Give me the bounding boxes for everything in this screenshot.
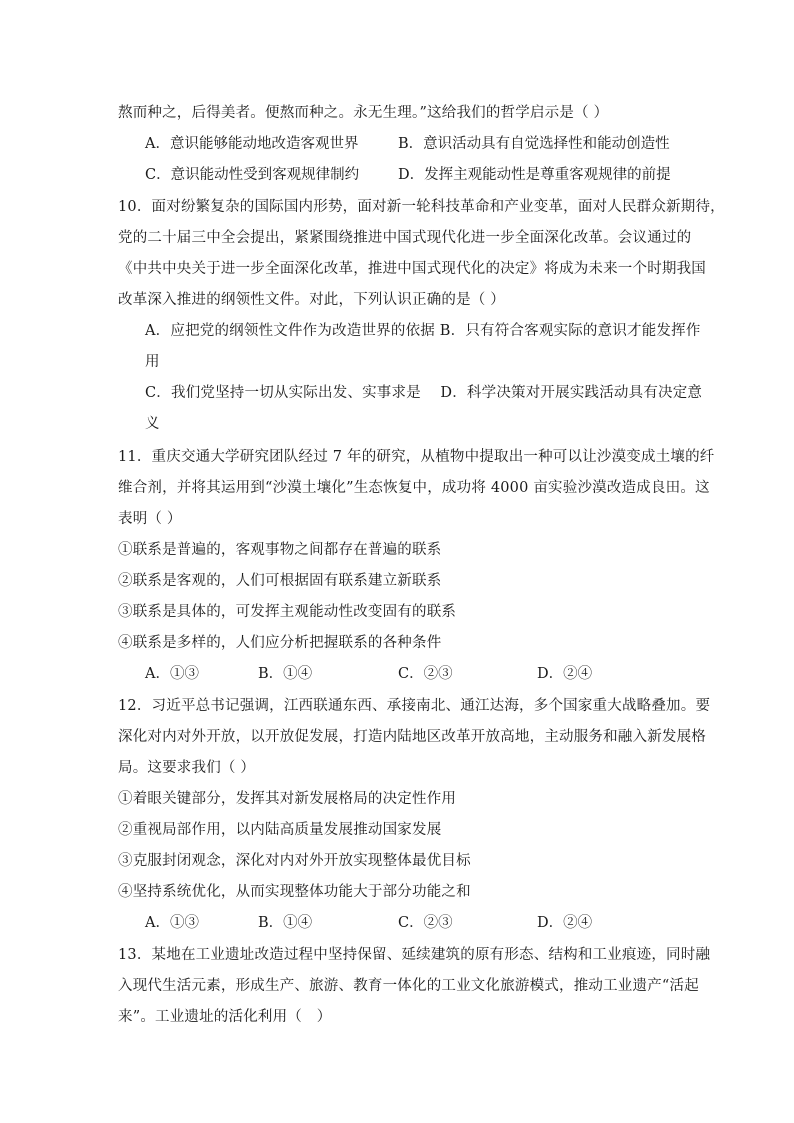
q11-item-3: ③联系是具体的，可发挥主观能动性改变固有的联系: [118, 604, 457, 620]
q11-stem-line-3: 表明（ ）: [118, 511, 182, 527]
q10-options-cd-line-1: C．我们党坚持一切从实际出发、实事求是 D．科学决策对开展实践活动具有决定意: [145, 385, 703, 401]
q11-option-a: A．①③: [145, 666, 199, 682]
q11-item-2: ②联系是客观的，人们可根据固有联系建立新联系: [118, 573, 442, 589]
q12-option-a: A．①③: [145, 915, 199, 931]
q11-stem-line-2: 维合剂，并将其运用到“沙漠土壤化”生态恢复中，成功将 4000 亩实验沙漠改造成良田。这: [118, 480, 710, 496]
q11-option-d: D．②④: [537, 666, 593, 682]
q9-option-b: B．意识活动具有自觉选择性和能动创造性: [398, 136, 670, 152]
q13-stem-line-2: 入现代生活元素，形成生产、旅游、教育一体化的工业文化旅游模式，推动工业遗产“活起: [118, 978, 699, 994]
q13-stem-line-3: 来”。工业遗址的活化利用（ ）: [118, 1009, 332, 1025]
q10-stem-line-3: 《中共中央关于进一步全面深化改革，推进中国式现代化的决定》将成为未来一个时期我国: [118, 261, 706, 277]
q12-option-c: C．②③: [398, 915, 453, 931]
q10-stem-line-1: 10．面对纷繁复杂的国际国内形势，面对新一轮科技革命和产业变革，面对人民群众新期待，: [118, 199, 725, 215]
q9-option-c: C．意识能动性受到客观规律制约: [145, 167, 360, 183]
q10-options-cd-line-2: 义: [145, 416, 160, 432]
q12-item-2: ②重视局部作用，以内陆高质量发展推动国家发展: [118, 822, 442, 838]
q12-stem-line-1: 12．习近平总书记强调，江西联通东西、承接南北、通江达海，多个国家重大战略叠加。要: [118, 698, 711, 714]
q11-item-1: ①联系是普遍的，客观事物之间都存在普遍的联系: [118, 542, 442, 558]
q9-option-d: D．发挥主观能动性是尊重客观规律的前提: [398, 167, 671, 183]
q13-stem-line-1: 13．某地在工业遗址改造过程中坚持保留、延续建筑的原有形态、结构和工业痕迹，同时融: [118, 947, 711, 963]
q12-item-4: ④坚持系统优化，从而实现整体功能大于部分功能之和: [118, 884, 471, 900]
q12-stem-line-2: 深化对内对外开放，以开放促发展，打造内陆地区改革开放高地，主动服务和融入新发展格: [118, 729, 706, 745]
q9-stem-tail: 熬而种之，后得美者。便熬而种之。永无生理。”这给我们的哲学启示是（ ）: [118, 105, 609, 121]
q10-options-ab-line-2: 用: [145, 354, 160, 370]
q12-option-b: B．①④: [258, 915, 313, 931]
q12-item-3: ③克服封闭观念，深化对内对外开放实现整体最优目标: [118, 853, 471, 869]
q10-options-ab-line-1: A．应把党的纲领性文件作为改造世界的依据 B．只有符合客观实际的意识才能发挥作: [145, 323, 701, 339]
q12-stem-line-3: 局。这要求我们（ ）: [118, 760, 256, 776]
q9-option-a: A．意识能够能动地改造客观世界: [145, 136, 359, 152]
q10-stem-line-4: 改革深入推进的纲领性文件。对此，下列认识正确的是（ ）: [118, 292, 506, 308]
q11-item-4: ④联系是多样的，人们应分析把握联系的各种条件: [118, 635, 442, 651]
q11-option-c: C．②③: [398, 666, 453, 682]
q11-stem-line-1: 11．重庆交通大学研究团队经过 7 年的研究，从植物中提取出一种可以让沙漠变成土壤的纤: [118, 449, 715, 465]
q12-item-1: ①着眼关键部分，发挥其对新发展格局的决定性作用: [118, 791, 457, 807]
q12-option-d: D．②④: [537, 915, 593, 931]
q11-option-b: B．①④: [258, 666, 313, 682]
q10-stem-line-2: 党的二十届三中全会提出，紧紧围绕推进中国式现代化进一步全面深化改革。会议通过的: [118, 230, 692, 246]
